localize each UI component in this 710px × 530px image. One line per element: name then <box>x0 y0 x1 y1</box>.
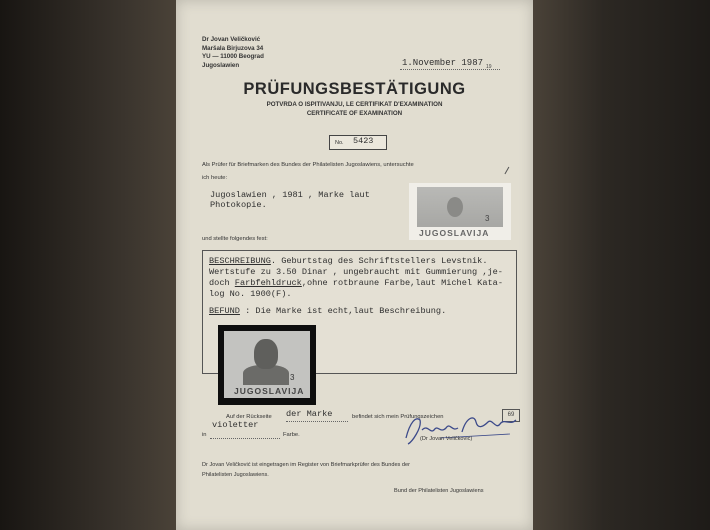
footer-dotline-1 <box>286 421 348 422</box>
stated-line: und stellte folgendes fest: <box>202 236 268 242</box>
subtitle-line-1: POTVRDA O ISPITIVANJU, LE CERTIFIKAT D'EXAMINATION <box>266 101 443 108</box>
stamp-portrait-head <box>254 339 278 369</box>
item-line-2: Photokopie. <box>210 200 267 210</box>
stamp-original <box>218 325 316 405</box>
certificate-number: 5423 <box>353 136 374 146</box>
intro-text-line-2: ich heute: <box>202 175 228 181</box>
sender-name: Dr Jovan Veličković <box>202 36 261 43</box>
page-title: PRÜFUNGSBESTÄTIGUNG <box>243 80 466 98</box>
footer-in-label: in <box>202 432 207 438</box>
stamp-photocopy <box>409 183 511 240</box>
finding-line <box>209 306 446 316</box>
footer-middle: befindet sich mein Prüfungszeichen <box>352 414 444 420</box>
sender-city: YU — 11000 Beograd <box>202 53 264 61</box>
intro-text-line-1: Als Prüfer für Briefmarken des Bundes der Philatelisten Jugoslawiens, untersuchte <box>202 162 414 168</box>
description-line-3 <box>209 278 503 288</box>
description-line-1-text: . Geburtstag des Schriftstellers Levstnik. <box>270 256 488 266</box>
description-line-3-text: ,ohne rotbraune Farbe,laut Michel Kata- <box>301 278 503 288</box>
description-line-4: log No. 1900(F). <box>209 289 292 299</box>
certificate-document <box>176 0 533 530</box>
subtitle-line-2: CERTIFICATE OF EXAMINATION <box>306 110 403 117</box>
stamp-photocopy-value: 3 <box>485 214 490 223</box>
frame-right <box>533 0 710 530</box>
footer-dotline-2 <box>210 438 280 439</box>
footer-prefix: Auf der Rückseite <box>226 414 272 420</box>
sender-street: Maršala Birjuzova 34 <box>202 44 264 52</box>
finding-text: : Die Marke ist echt,laut Beschreibung. <box>239 306 447 316</box>
certificate-date: 1.November 1987 <box>402 58 484 68</box>
stamp-photocopy-image <box>417 187 503 227</box>
stamp-original-label: JUGOSLAVIJA <box>234 386 305 396</box>
description-line-1 <box>209 256 488 266</box>
date-year-suffix: 19 <box>486 64 492 70</box>
sender-address <box>202 36 264 70</box>
frame-left <box>0 0 176 530</box>
stamp-original-value: 3 <box>290 373 295 382</box>
description-heading: BESCHREIBUNG <box>209 256 271 266</box>
organization-name: Bund der Philatelisten Jugoslawiens <box>394 488 484 494</box>
description-line-2: Wertstufe zu 3.50 Dinar , ungebraucht mit Gummierung ,je- <box>209 267 503 277</box>
examiner-mark-box: 69 <box>502 409 520 422</box>
finding-heading: BEFUND <box>209 306 240 316</box>
date-dotline <box>400 69 500 70</box>
certificate-number-label: No. <box>335 140 344 146</box>
item-line-1: Jugoslawien , 1981 , Marke laut <box>210 190 370 200</box>
description-line-3-prefix: doch <box>209 278 235 288</box>
footer-handwritten-where: der Marke <box>286 409 333 419</box>
sender-country: Jugoslawien <box>202 61 240 69</box>
footer-color-suffix: Farbe. <box>283 432 300 438</box>
stamp-portrait-shape <box>447 197 463 217</box>
stamp-original-image <box>224 331 310 398</box>
pen-mark <box>504 167 514 177</box>
signature-caption: (Dr Jovan Veličković) <box>420 436 473 442</box>
signature <box>400 408 530 448</box>
register-line-2: Philatelisten Jugoslawiens. <box>202 472 269 478</box>
register-line-1: Dr Jovan Veličković ist eingetragen im Register von Briefmarkprüfer des Bundes der <box>202 462 410 468</box>
footer-handwritten-color: violetter <box>212 420 259 430</box>
stamp-photocopy-label: JUGOSLAVIJA <box>419 228 490 238</box>
description-error-term: Farbfehldruck <box>234 278 302 288</box>
